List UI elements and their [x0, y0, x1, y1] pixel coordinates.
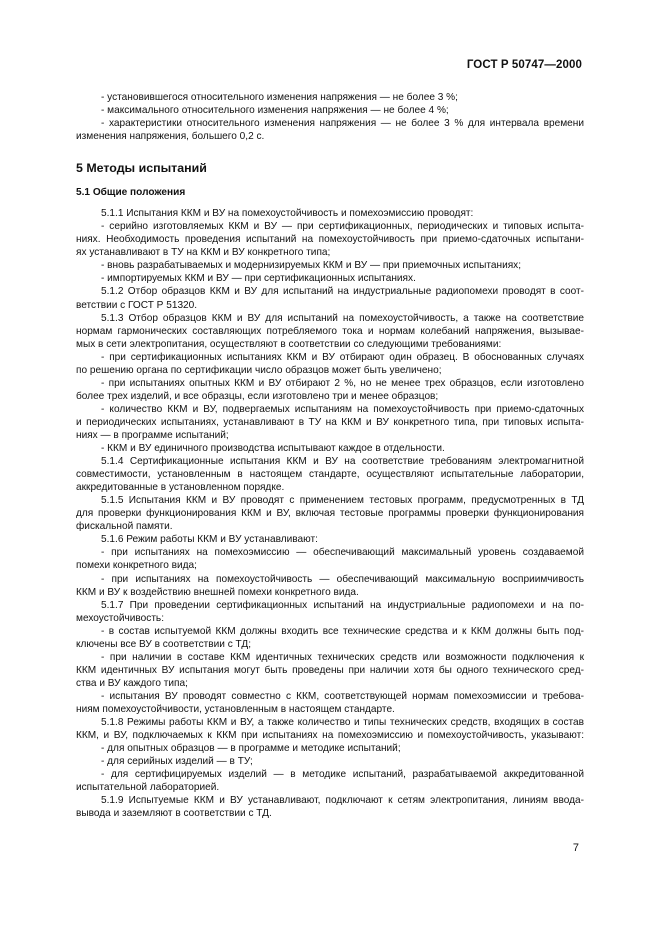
- text-line: - для сертифицируемых изделий — в методике испытаний, разрабатываемой аккредитованной: [101, 769, 584, 781]
- text-line: - для опытных образцов — в программе и методике испытаний;: [101, 743, 401, 755]
- page-number: 7: [572, 842, 579, 854]
- text-line: - при испытаниях на помехоустойчивость — обеспечивающий максимальную восприимчивость: [101, 573, 584, 585]
- text-line: 5.1.3 Отбор образцов ККМ и ВУ для испытаний на помехоустойчивость, а также на соответствие: [101, 312, 584, 324]
- text-line: 5.1.1 Испытания ККМ и ВУ на помехоустойчивость и помехоэмиссию проводят:: [101, 208, 474, 220]
- text-line: 5.1.2 Отбор образцов ККМ и ВУ для испытаний на индустриальные радиопомехи проводят в соот-: [101, 286, 584, 298]
- text-line: 5.1.6 Режим работы ККМ и ВУ устанавливают:: [101, 534, 318, 546]
- text-line: совместимости, установленным в настоящем стандарте, осуществляют испытательные лаборатории,: [76, 469, 584, 481]
- text-line: - для серийных изделий — в ТУ;: [101, 756, 253, 768]
- text-line: - при сертификационных испытаниях ККМ и ВУ отбирают один образец. В обоснованных случаях: [101, 351, 584, 363]
- text-line: более трех изделий, и все образцы, если изготовлено три и менее образцов;: [76, 390, 439, 402]
- text-line: для проверки функционирования ККМ и ВУ, включая тестовые программы проверки функционирования: [76, 508, 584, 520]
- text-line: - серийно изготовляемых ККМ и ВУ — при сертификационных, периодических и типовых испыта-: [101, 221, 584, 233]
- section-title: 5 Методы испытаний: [76, 161, 207, 176]
- text-line: ветствии с ГОСТ Р 51320.: [76, 299, 198, 311]
- text-line: - максимального относительного изменения напряжения — не более 4 %;: [101, 105, 449, 117]
- text-line: ниях — в программе испытаний;: [76, 429, 229, 441]
- text-line: - испытания ВУ проводят совместно с ККМ, соответствующей нормам помехоэмиссии и требова-: [101, 690, 584, 702]
- text-line: испытательной лабораторией.: [76, 782, 220, 794]
- text-line: аккредитованные в установленном порядке.: [76, 482, 285, 494]
- text-line: фискальной памяти.: [76, 521, 173, 533]
- text-line: - ККМ и ВУ единичного производства испытывают каждое в отдельности.: [101, 443, 445, 455]
- document-body: [76, 91, 584, 820]
- text-line: - характеристики относительного изменения напряжения — не более 3 % для интервала времени: [101, 118, 584, 130]
- text-line: помехи конкретного вида;: [76, 560, 197, 572]
- text-line: - при испытаниях на помехоэмиссию — обеспечивающий максимальный уровень создаваемой: [101, 547, 584, 559]
- text-line: 5.1.8 Режимы работы ККМ и ВУ, а также количество и типы технических средств, входящих в состав: [101, 717, 584, 729]
- text-line: 5.1.5 Испытания ККМ и ВУ проводят с применением тестовых программ, предусмотренных в ТД: [101, 495, 584, 507]
- text-line: ства и ВУ каждого типа;: [76, 677, 188, 689]
- text-line: - в состав испытуемой ККМ должны входить все технические средства и к ККМ должны быть под-: [101, 625, 584, 637]
- text-line: ключены все ВУ в соответствии с ТД;: [76, 638, 252, 650]
- text-line: - при испытаниях опытных ККМ и ВУ отбирают 2 %, но не менее трех образцов, если изготовлено: [101, 377, 584, 389]
- text-line: ККМ идентичных ВУ испытания могут быть проведены при наличии хотя бы одного технического сред-: [76, 664, 584, 676]
- text-line: ККМ, и ВУ, подключаемых к ККМ при испытаниях на помехоэмиссию и помехоустойчивость, указывают:: [76, 730, 584, 742]
- text-line: мых в сети электропитания, осуществляют в соответствии со следующими требованиями:: [76, 338, 502, 350]
- text-line: ККМ и ВУ к воздействию внешней помехи конкретного вида.: [76, 586, 359, 598]
- text-line: 5.1.7 При проведении сертификационных испытаний на индустриальные радиопомехи и на по-: [101, 599, 584, 611]
- text-line: - количество ККМ и ВУ, подвергаемых испытаниям на помехоустойчивость при приемо-сдаточных: [101, 403, 584, 415]
- text-line: 5.1.4 Сертификационные испытания ККМ и ВУ на соответствие требованиям электромагнитной: [101, 456, 584, 468]
- text-line: и периодических испытаниях, устанавливают в ТУ на ККМ и ВУ конкретного типа, при типовых испыта-: [76, 416, 584, 428]
- text-line: 5.1.9 Испытуемые ККМ и ВУ устанавливают, подключают к сетям электропитания, линиям ввода-: [101, 795, 584, 807]
- text-line: вывода и заземляют в соответствии с ТД.: [76, 808, 272, 820]
- text-line: - вновь разрабатываемых и модернизируемых ККМ и ВУ — при приемочных испытаниях;: [101, 260, 522, 272]
- document-header: ГОСТ Р 50747—2000: [466, 59, 582, 71]
- text-line: по решению органа по сертификации число образцов может быть увеличено;: [76, 364, 442, 376]
- text-line: - импортируемых ККМ и ВУ — при сертификационных испытаниях.: [101, 273, 416, 285]
- text-line: - установившегося относительного изменения напряжения — не более 3 %;: [101, 92, 458, 103]
- text-line: изменения напряжения, большего 0,2 с.: [76, 131, 265, 143]
- subsection-title: 5.1 Общие положения: [76, 187, 186, 199]
- text-line: ниях. Необходимость проведения испытаний на помехоустойчивость при приемо-сдаточных испытани-: [76, 234, 584, 246]
- text-line: мехоустойчивость:: [76, 612, 164, 624]
- text-line: ниям помехоустойчивости, установленным в настоящем стандарте.: [76, 703, 395, 715]
- text-line: - при наличии в составе ККМ идентичных технических средств или возможности подключения к: [101, 651, 584, 663]
- text-line: ях устанавливают в ТУ на ККМ и ВУ конкретного типа;: [76, 247, 331, 259]
- text-line: нормам гармонических составляющих потребляемого тока и нормам колебаний напряжения, вызывае-: [76, 325, 584, 337]
